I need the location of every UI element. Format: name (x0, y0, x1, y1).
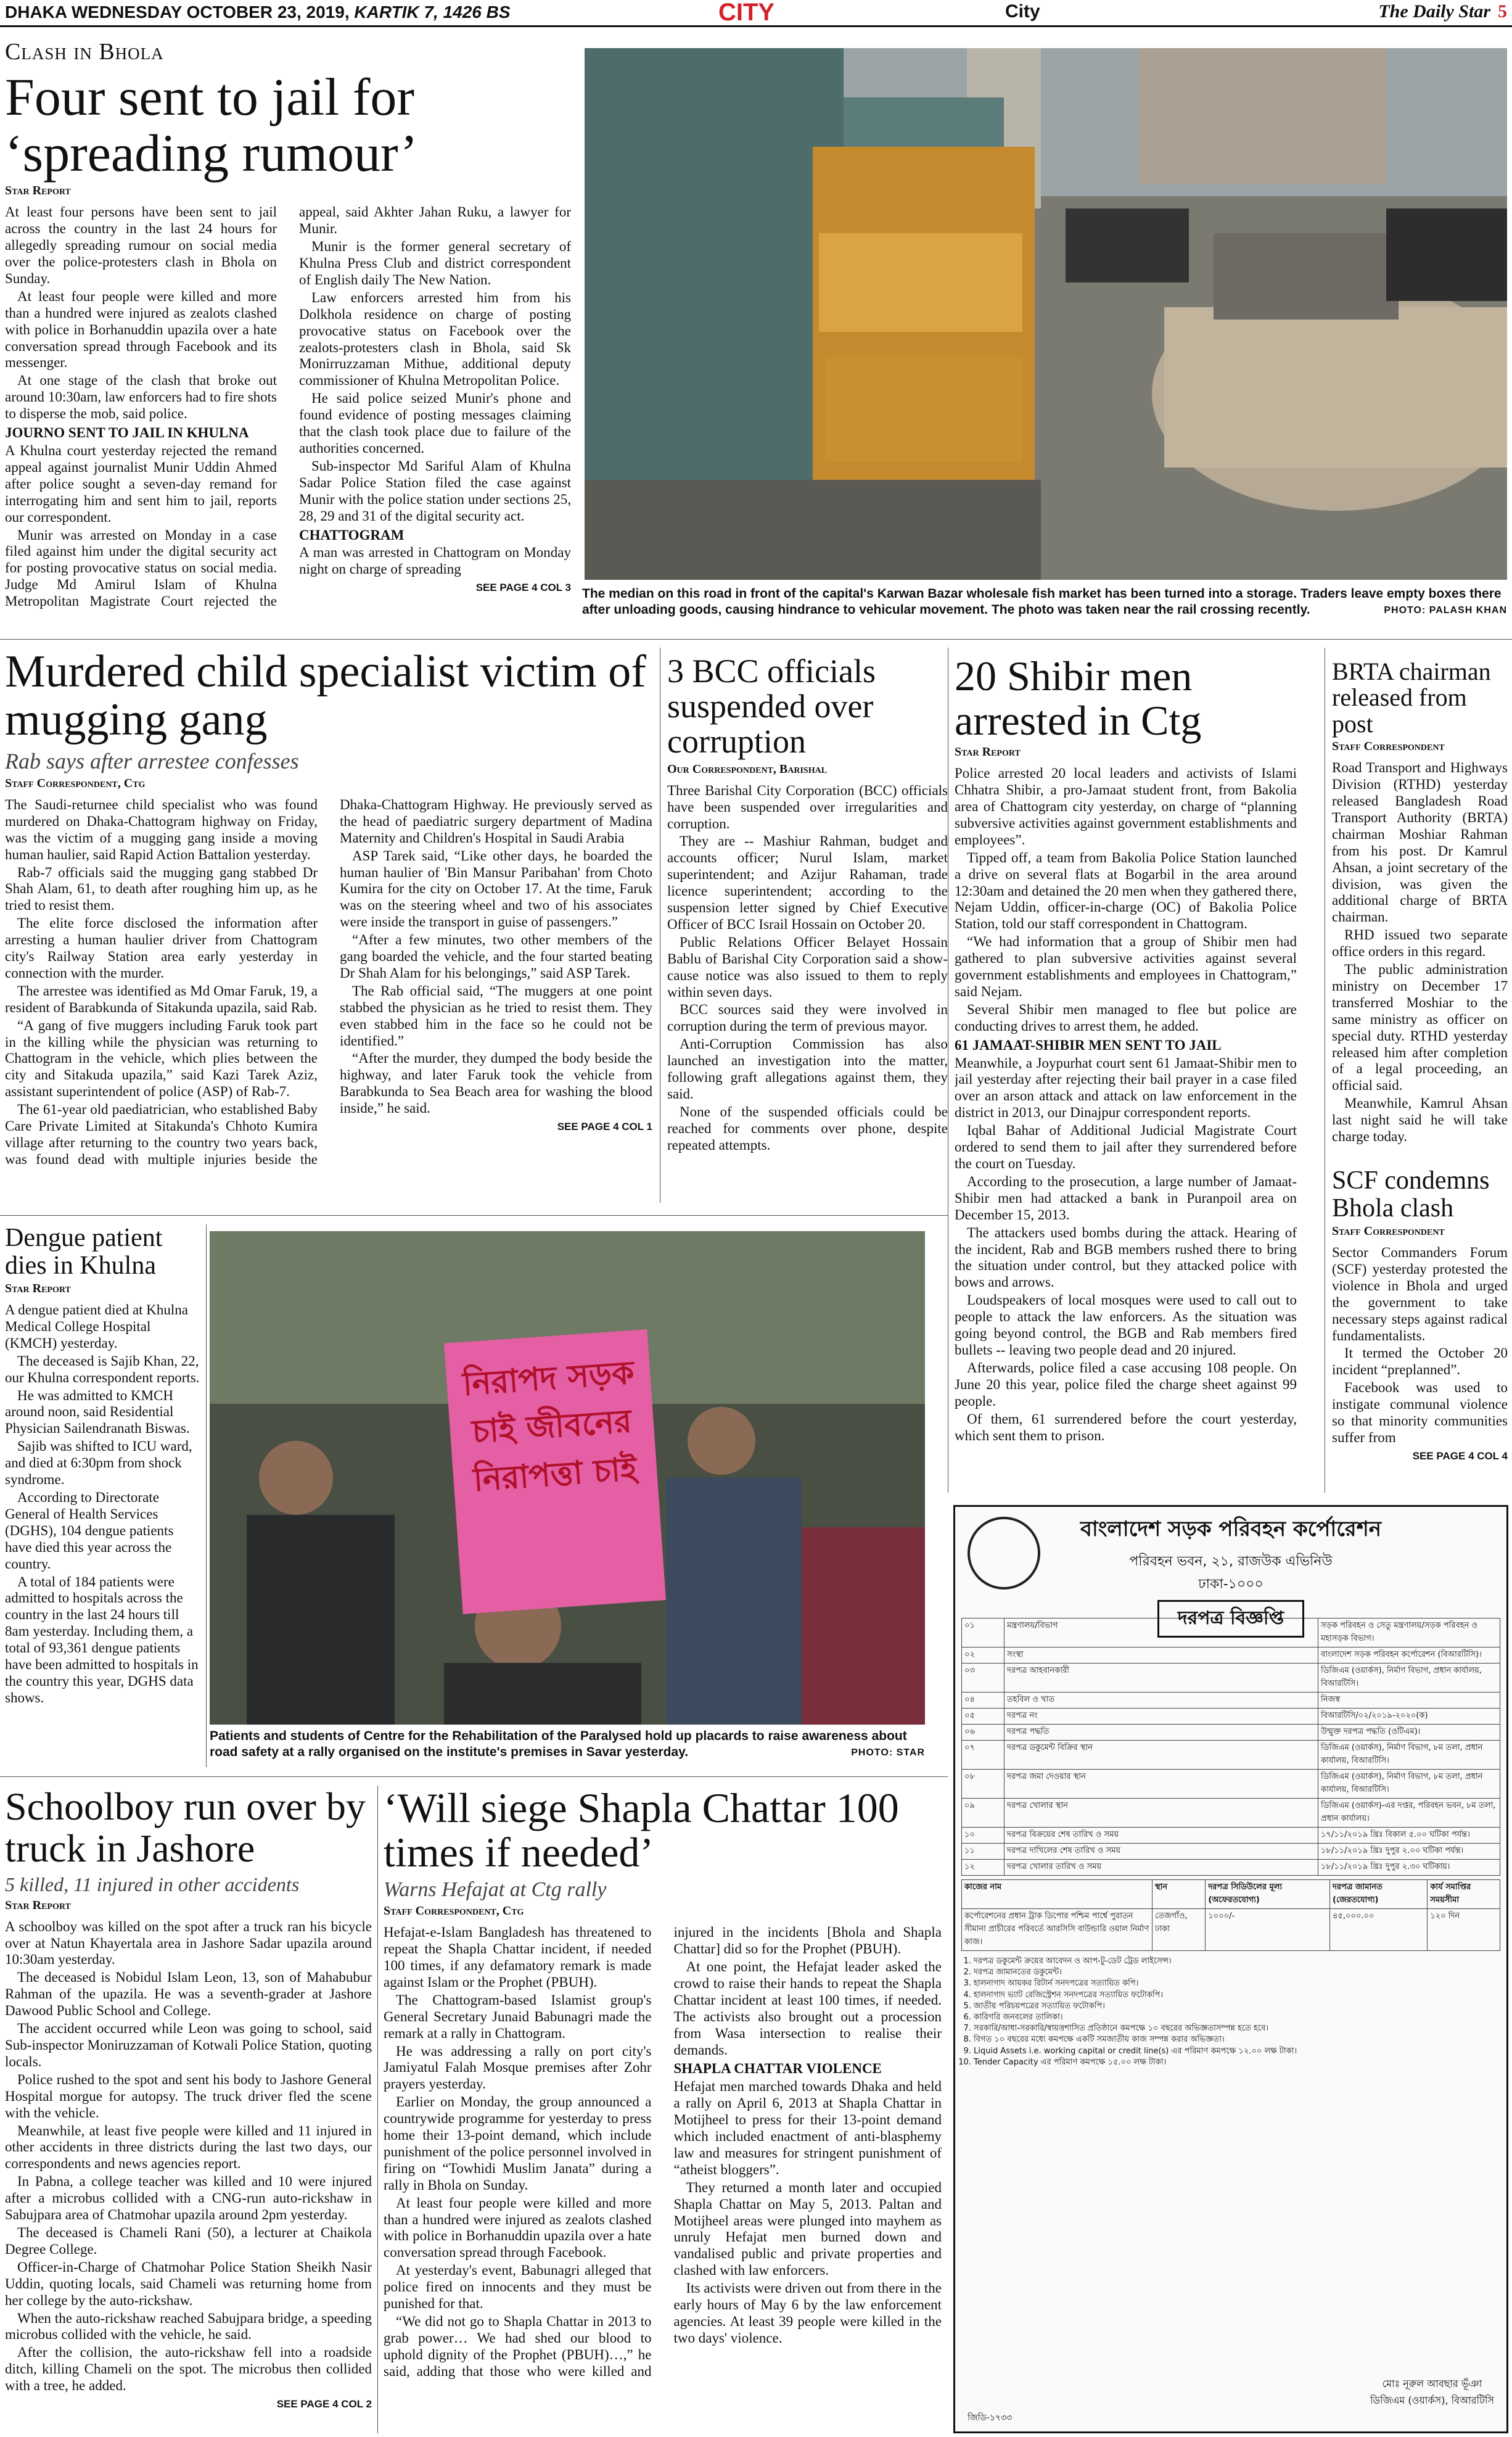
paragraph: Earlier on Monday, the group announced a countrywide programme for yesterday to press home their 13-point demand, which include punishment of the police personnel involved in firing on “Towhidi Muslim Janata” during a rally in Bhola on Sunday. (384, 2094, 652, 2193)
brta-article (1332, 659, 1508, 1165)
paragraph: The Saudi-returnee child specialist who was found murdered on Dhaka-Chattogram highway on Friday, was the victim of a mugging gang inside a moving human haulier, said Rapid Action Battalion yesterday. (5, 796, 318, 862)
subhead: 61 JAMAAT-SHIBIR MEN SENT TO JAIL (955, 1037, 1222, 1053)
paragraph: The public administration ministry on December 17 transferred Moshiar to the same ministry as officer on special duty. RTHD yesterday released him after completion of a legal proceeding, an official said. (1332, 962, 1508, 1094)
paragraph: Sub-inspector Md Sariful Alam of Khulna Sadar Police Station filed the case against Munir with the police station under sections 25, 28, 29 and 31 of the digital security act. (299, 458, 571, 524)
table-row (962, 1709, 1500, 1725)
see-page-link[interactable]: SEE PAGE 4 COL 3 (475, 582, 571, 594)
paragraph: At one stage of the clash that broke out around 10:30am, law enforcers had to fire shots to disperse the mob, said police. (5, 373, 277, 422)
paragraph: Police rushed to the spot and sent his body to Jashore General Hospital morgue for autopsy. The truck driver fled the scene with the vehicle. (5, 2071, 372, 2121)
schoolboy-headline: Schoolboy run over by truck in Jashore (5, 1786, 366, 1870)
bhola-byline: Star Report (5, 184, 71, 198)
subhead: JOURNO SENT TO JAIL IN KHULNA (5, 425, 249, 441)
paragraph: Hefajat-e-Islam Bangladesh has threatened to repeat the Shapla Chattar incident, if needed 100 times, if any defamatory remark is made against Islam or the Prophet (PBUH). (384, 1924, 652, 1990)
paragraph: ASP Tarek said, “Like other days, he boarded the human haulier of 'Bin Mansur Paribahan' from Choto Kumira for the city on October 17. At the time, Faruk was on the steering wheel and two of his associates were inside the transport in guise of passengers.” (340, 847, 652, 930)
table-cell: ০২ (962, 1647, 1005, 1664)
paragraph: At least four persons have been sent to jail across the country in the last 24 hours for allegedly spreading rumour on social media over the police-protesters clash in Bhola on Sunday. (5, 204, 277, 286)
paragraph: The attackers used bombs during the attack. Hearing of the incident, Rab and BGB members rushed there to bring the situation under control, but they attacked police with bows and arrows. (955, 1224, 1297, 1290)
subhead: SHAPLA CHATTAR VIOLENCE (673, 2061, 882, 2077)
dengue-headline: Dengue patient dies in Khulna (5, 1224, 163, 1280)
savar-rally-caption (210, 1728, 925, 1768)
shapla-byline: Staff Correspondent, Ctg (384, 1904, 524, 1918)
ad-address: পরিবহন ভবন, ২১, রাজউক এভিনিউ (1129, 1554, 1333, 1569)
paragraph: “We did not go to Shapla Chattar in 2013 to grab power… We had shed our blood to uphold dignity of the Prophet (PBUH)…,” he said, adding that those who were killed and injured in the incidents [Bhola and Shapla Chattar] did so for the Prophet (PBUH). (384, 1924, 942, 2379)
paragraph: BCC sources said they were involved in corruption during the term of previous mayor. (667, 1002, 948, 1034)
paragraph: After the collision, the auto-rickshaw fell into a roadside ditch, killing Chameli on the spot. The microbus then collided with a tree, he added. (5, 2344, 372, 2394)
brtc-logo (968, 1517, 1040, 1590)
table-cell: দরপত্র জমা দেওয়ার স্থান (1005, 1770, 1318, 1799)
see-page-link[interactable]: SEE PAGE 4 COL 1 (557, 1121, 652, 1133)
paragraph: He was admitted to KMCH around noon, said Residential Physician Sailendranath Biswas. (5, 1387, 190, 1437)
signer-name: মোঃ নূরুল আবছার ভূঁঞা (1382, 2378, 1482, 2390)
masthead (0, 0, 1512, 27)
list-item: 7. সরকারি/আধা-সরকারি/স্বায়ত্তশাসিত প্রতিষ্ঠানে কমপক্ষে ১০ বছরের অভিজ্ঞতাসম্পন্ন হতে হবে। (974, 2023, 1500, 2034)
paragraph: Afterwards, police filed a case accusing 108 people. On June 20 this year, police filed the charge sheet against 99 people. (955, 1359, 1297, 1409)
table-cell: ডিজিএম (ওয়ার্কস), নির্মাণ বিভাগ, ৮ম তলা, প্রধান কার্যালয়, বিআরটিসি। (1318, 1770, 1500, 1799)
paragraph: None of the suspended officials could be reached for comments over phone, despite repeated attempts. (667, 1103, 948, 1153)
paragraph: “After the murder, they dumped the body beside the highway, and later Faruk took the vehicle from Barabkunda to Sea Beach area for washing the blood inside,” he said. (340, 1050, 652, 1116)
scf-byline: Staff Correspondent (1332, 1224, 1445, 1239)
table-cell: ডিজিএম (ওয়ার্কস), নির্মাণ বিভাগ, ৮ম তলা, প্রধান কার্যালয়, বিআরটিসি। (1318, 1741, 1500, 1770)
table-cell: বিআরটিসি/০২/২০১৯-২০২০(ক) (1318, 1709, 1500, 1725)
protest-placard-text: নিরাপদ সড়ক চাই জীবনের নিরাপত্তা চাই (461, 1354, 638, 1499)
paragraph: “After a few minutes, two other members of the gang boarded the vehicle, and the four started beating Dr Shah Alam for his belongings,” said ASP Tarek. (340, 932, 652, 981)
divider (0, 1776, 948, 1777)
schoolboy-subhead: 5 killed, 11 injured in other accidents (5, 1873, 300, 1895)
table-cell: ডিজিএম (ওয়ার্কস)-এর দপ্তর, পরিবহন ভবন, ৮ম তলা, প্রধান কার্যালয়। (1318, 1799, 1500, 1828)
paragraph: The Chattogram-based Islamist group's General Secretary Junaid Babunagri made the remark at a rally in Chattogram. (384, 1992, 652, 2041)
paragraph: Sajib was shifted to ICU ward, and died at 6:30pm from shock syndrome. (5, 1438, 192, 1488)
bhola-body (5, 204, 571, 624)
list-item: 8. বিগত ১০ বছরের মধ্যে কমপক্ষে একটি সমজাতীয় কাজ সম্পন্ন করার অভিজ্ঞতা। (974, 2034, 1500, 2045)
paragraph: “We had information that a group of Shibir men had gathered to plan subversive activities against several government establishments and employees in Chattogram,” said Nejam. (955, 934, 1297, 999)
paragraph: Of them, 61 surrendered before the court yesterday, which sent them to prison. (955, 1411, 1297, 1443)
paragraph: Iqbal Bahar of Additional Judicial Magistrate Court ordered to send them to jail after they surrendered before the court on Tuesday. (955, 1123, 1297, 1171)
bhola-kicker: Clash in Bhola (5, 39, 164, 65)
tender-info-table (961, 1618, 1500, 1876)
shapla-headline: ‘Will siege Shapla Chattar 100 times if needed’ (384, 1786, 899, 1876)
paragraph: Law enforcers arrested him from his Dolkhola residence on charge of posting provocative status on Facebook over the zealots-protesters clash in Bhola, said Sk Monirruzzaman Mithue, additional deputy commissioner of Khulna Metropolitan Police. (299, 289, 571, 389)
schoolboy-body (5, 1919, 372, 2410)
photo-credit: PHOTO: PALASH KHAN (1384, 605, 1507, 616)
tender-conditions (961, 1956, 1500, 2068)
paragraph: A Khulna court yesterday rejected the remand appeal against journalist Munir Uddin Ahmed after police sought a seven-day remand for interrogating him and sent him to jail, reports our correspondent. (5, 443, 277, 525)
shibir-body (955, 765, 1297, 1444)
paragraph: Road Transport and Highways Division (RTHD) yesterday released Bangladesh Road Transport Authority (BRTA) chairman Moshiar Rahman from his post. Dr Kamrul Ahsan, a joint secretary of the division, was given the additional charge of BRTA chairman. (1332, 760, 1508, 925)
table-row (962, 1664, 1500, 1693)
table-cell: ১২ (962, 1860, 1005, 1876)
table-cell: তেজগাঁও, ঢাকা (1152, 1909, 1206, 1951)
bhola-article (5, 38, 571, 630)
paragraph: The arrestee was identified as Md Omar Faruk, 19, a resident of Barabkunda of Sitakunda upazila, said Rab. (5, 983, 318, 1015)
paragraph: Munir is the former general secretary of Khulna Press Club and district correspondent of English daily The New Nation. (299, 239, 571, 287)
street-scene-illustration (585, 48, 1507, 580)
table-cell: নিজস্ব (1318, 1693, 1500, 1709)
paragraph: Munir was arrested on Monday in a case filed against him under the digital security act for posting provocative status on social media. Judge Md Amirul Islam of Khulna Metropolitan Magistrate Court rejected the appeal, said Akhter Jahan Ruku, a lawyer for Munir. (5, 204, 571, 609)
ad-org-name: বাংলাদেশ সড়ক পরিবহন কর্পোরেশন (1080, 1517, 1382, 1541)
table-cell: ৪৫,০০০.০০ (1330, 1909, 1428, 1951)
dateline-bangla-date: KARTIK 7, 1426 BS (354, 2, 511, 22)
divider (206, 1224, 207, 1767)
list-item: 3. হালনাগাদ আয়কর রিটার্ন সনদপত্রের সত্যায়িত কপি। (974, 1978, 1500, 1989)
shibir-article (955, 654, 1297, 1496)
paragraph: Sector Commanders Forum (SCF) yesterday protested the violence in Bhola and urged the government to take necessary steps against radical fundamentalists. (1332, 1245, 1508, 1343)
divider (0, 1215, 948, 1216)
paragraph: Anti-Corruption Commission has also launched an investigation into the matter, following graft allegations against them, they said. (667, 1036, 948, 1102)
table-cell: দরপত্র নং (1005, 1709, 1318, 1725)
murdered-body (5, 797, 652, 1179)
table-row (962, 1844, 1500, 1860)
paragraph: The Rab official said, “The muggers at one point stabbed the physician as he tried to resist them. They even stabbed him in the face so he could not be identified.” (340, 983, 652, 1049)
list-item: 10. Tender Capacity এর পরিমাণ কমপক্ষে ১৫.০০ লক্ষ টাকা। (974, 2057, 1500, 2068)
paragraph: Rab-7 officials said the mugging gang stabbed Dr Shah Alam, 61, to death after roughing him up, as he tried to resist them. (5, 864, 318, 913)
paragraph: “A gang of five muggers including Faruk took part in the killing while the physician was returning to Chattogram in the vehicle, which plies between the city and Sitakuda upazila,” said Kazi Tarek Aziz, assistant superintendent of police (ASP) of Rab-7. (5, 1017, 318, 1100)
murdered-article (5, 648, 652, 1209)
brta-headline: BRTA chairman released from post (1332, 659, 1491, 738)
table-header: স্থান (1152, 1880, 1206, 1909)
table-cell: ডিজিএম (ওয়ার্কস), নির্মাণ বিভাগ, প্রধান কার্যালয়, বিআরটিসি। (1318, 1664, 1500, 1693)
see-page-link[interactable]: SEE PAGE 4 COL 2 (276, 2398, 372, 2410)
table-cell: দরপত্র আহবানকারী (1005, 1664, 1318, 1693)
table-cell: ১৮/১১/২০১৯ খ্রিঃ দুপুর ২.৩০ ঘটিকায়। (1318, 1860, 1500, 1876)
table-cell: তহবিল ও খাত (1005, 1693, 1318, 1709)
paragraph: At least four people were killed and more than a hundred were injured as zealots clashed with police in Borhanuddin upazila over a hate conversation spread through Facebook. (384, 2195, 652, 2261)
table-cell: দরপত্র খোলার তারিখ ও সময় (1005, 1860, 1318, 1876)
table-cell: ০৪ (962, 1693, 1005, 1709)
paragraph: Officer-in-Charge of Chatmohar Police Station Sheikh Nasir Uddin, quoting locals, said Chameli was returning home from her college by the auto-rickshaw. (5, 2259, 372, 2308)
table-row (962, 1860, 1500, 1876)
paper-name (1378, 1, 1507, 22)
paragraph: Hefajat men marched towards Dhaka and held a rally on April 6, 2013 at Shapla Chattar in Motijheel to press for their 13-point demand which included enactment of anti-blasphemy law and measures for stringent punishment of “atheist bloggers”. (673, 2079, 942, 2177)
caption-text: The median on this road in front of the capital's Karwan Bazar wholesale fish market has been turned into a storage. Traders leave empty boxes there after unloading goods, causing hindrance to vehicular movement. The photo was taken near the rail crossing recently. (582, 587, 1502, 617)
table-cell: ০৭ (962, 1741, 1005, 1770)
scf-article (1332, 1167, 1508, 1488)
shapla-subhead: Warns Hefajat at Ctg rally (384, 1878, 607, 1902)
table-row (962, 1647, 1500, 1664)
paragraph: Loudspeakers of local mosques were used to call out to people to attack the law enforcers. As the situation was going beyond control, the BGB and Rab members fired bullets -- leaving two people dead and 20 injured. (955, 1292, 1297, 1358)
brta-byline: Staff Correspondent (1332, 740, 1445, 754)
table-cell: বাংলাদেশ সড়ক পরিবহন কর্পোরেশন (বিআরটিসি)। (1318, 1647, 1500, 1664)
table-cell: ১১ (962, 1844, 1005, 1860)
see-page-link[interactable]: SEE PAGE 4 COL 4 (1412, 1449, 1508, 1462)
table-row (962, 1693, 1500, 1709)
dengue-body (5, 1302, 202, 1707)
table-cell: ১৭/১১/২০১৯ খ্রিঃ বিকাল ৫.০০ ঘটিকা পর্যন্ত। (1318, 1828, 1500, 1844)
subhead: CHATTOGRAM (299, 527, 405, 543)
paper-logo: The Daily Star (1378, 1, 1490, 22)
table-header: কার্য সমাপ্তির সময়সীমা (1428, 1880, 1500, 1909)
paragraph: Public Relations Officer Belayet Hossain Bablu of Barishal City Corporation said a show-cause notice was also issued to them to reply within seven days. (667, 934, 948, 1000)
table-cell: ১০০০/- (1206, 1909, 1330, 1951)
page-number: 5 (1498, 1, 1507, 22)
paragraph: According to the prosecution, a large number of Jamaat-Shibir men had attacked a bank in Puranpoil area on December 15, 2013. (955, 1173, 1297, 1223)
paragraph: Meanwhile, a Joypurhat court sent 61 Jamaat-Shibir men to jail yesterday after rejecting their bail prayer in a case filed over an arson attack and attack on law enforcement in the district in 2013, our Dinajpur correspondent reports. (955, 1055, 1297, 1121)
brtc-tender-advertisement (953, 1505, 1508, 2433)
divider (377, 1786, 378, 2433)
paragraph: A dengue patient died at Khulna Medical College Hospital (KMCH) yesterday. (5, 1302, 189, 1351)
paragraph: RHD issued two separate office orders in this regard. (1332, 927, 1508, 960)
list-item: 9. Liquid Assets i.e. working capital or credit line(s) এর পরিমাণ কমপক্ষে ১২.০০ লক্ষ টাকা। (974, 2046, 1500, 2057)
table-cell: সংস্থা (1005, 1647, 1318, 1664)
table-cell: ১২০ দিন (1428, 1909, 1500, 1951)
table-row (962, 1799, 1500, 1828)
murdered-headline: Murdered child specialist victim of mugging gang (5, 648, 646, 746)
ad-title: দরপত্র বিজ্ঞপ্তি (1157, 1600, 1304, 1638)
murdered-byline: Staff Correspondent, Ctg (5, 776, 146, 790)
table-cell: দরপত্র ডকুমেন্ট বিক্রির স্থান (1005, 1741, 1318, 1770)
bcc-article (667, 654, 948, 1209)
paragraph: At yesterday's event, Babunagri alleged that police fired on innocents and they must be punished for that. (384, 2262, 652, 2312)
paragraph: The deceased is Chameli Rani (50), a lecturer at Chaikola Degree College. (5, 2224, 372, 2257)
brta-body (1332, 760, 1508, 1145)
section-label: CITY (718, 0, 775, 26)
table-row (962, 1770, 1500, 1799)
bhola-headline: Four sent to jail for ‘spreading rumour’ (5, 67, 418, 183)
karwan-bazar-caption (582, 586, 1507, 629)
table-cell: ০৩ (962, 1664, 1005, 1693)
paragraph: The deceased is Nobidul Islam Leon, 13, son of Mahabubur Rahman of the upazila. He was a seventh-grader at Jashore Dawood Public School and College. (5, 1969, 372, 2019)
karwan-bazar-photo (585, 48, 1507, 580)
paragraph: Meanwhile, at least five people were killed and 11 injured in other accidents in three districts during the last two days, our correspondents and news agencies report. (5, 2122, 372, 2172)
dengue-article (5, 1224, 202, 1767)
table-cell: ০৮ (962, 1770, 1005, 1799)
paragraph: At least four people were killed and more than a hundred were injured as zealots clashed with police in Borhanuddin upazila over a hate conversation spread through Facebook and its messenger. (5, 288, 277, 371)
schoolboy-article (5, 1786, 372, 2433)
shibir-headline: 20 Shibir men arrested in Ctg (955, 654, 1202, 744)
paragraph: The accident occurred while Leon was going to school, said Sub-inspector Moniruzzaman of Kotwali Police Station, quoting locals. (5, 2021, 372, 2069)
table-cell: ০৫ (962, 1709, 1005, 1725)
paragraph: Several Shibir men managed to flee but police are conducting drives to arrest them, he added. (955, 1001, 1297, 1034)
caption-text: Patients and students of Centre for the Rehabilitation of the Paralysed hold up placards to raise awareness about road safety at a rally organised on the institute's premises in Savar yesterday. (210, 1729, 907, 1760)
table-cell: দরপত্র পদ্ধতি (1005, 1725, 1318, 1741)
dateline-date: DHAKA WEDNESDAY OCTOBER 23, 2019, (5, 2, 350, 22)
ad-reference: জিডি-১৭৩৩ (968, 2413, 1013, 2423)
table-row (962, 1725, 1500, 1741)
murdered-subhead: Rab says after arrestee confesses (5, 748, 299, 773)
table-cell: ০১ (962, 1618, 1005, 1647)
section-label-small: City (1005, 1, 1040, 22)
paragraph: Three Barishal City Corporation (BCC) officials have been suspended over irregularities and corruption. (667, 782, 948, 831)
bcc-body (667, 783, 948, 1154)
paragraph: At one point, the Hefajat leader asked the crowd to raise their hands to repeat the Shapla Chattar incident at least 100 times, if needed. The activists also brought out a procession from Wasa intersection to realise their demands. (673, 1958, 942, 2058)
paragraph: He was addressing a rally on port city's Jamiyatul Falah Mosque premises after Zohr prayers yesterday. (384, 2043, 652, 2092)
shibir-byline: Star Report (955, 745, 1021, 759)
dateline (5, 2, 511, 22)
shapla-body (384, 1924, 942, 2412)
signer-title: ডিজিএম (ওয়ার্কস), বিআরটিসি (1370, 2394, 1494, 2406)
paragraph: The elite force disclosed the information after arresting a human haulier driver from Chattogram city's Railway Station area early yesterday in connection with the murder. (5, 915, 318, 981)
paragraph: They are -- Mashiur Rahman, budget and accounts officer; Nurul Islam, market superintendent; and Azijur Rahaman, trade licence superintendent; according to the suspension letter signed by Chief Executive Officer of BCC Israil Hossain on October 20. (667, 833, 948, 932)
paragraph: He said police seized Munir's phone and found evidence of posting messages claiming that the clash took place due to failure of the authorities concerned. (299, 390, 571, 456)
paragraph: Tipped off, a team from Bakolia Police Station launched a drive on several flats at Bogarbil in the area around 12:30am and detained the 20 men when they gathered there, Nejam Uddin, officer-in-charge (OC) of Bakolia Police Station, told our staff correspondent in Chattogram. (955, 849, 1297, 932)
scf-headline: SCF condemns Bhola clash (1332, 1167, 1490, 1223)
table-cell: সড়ক পরিবহন ও সেতু মন্ত্রণালয়/সড়ক পরিবহন ও মহাসড়ক বিভাগ। (1318, 1618, 1500, 1647)
paragraph: A man was arrested in Chattogram on Monday night on charge of spreading (299, 545, 571, 577)
list-item: 5. জাতীয় পরিচয়পত্রের সত্যায়িত ফটোকপি। (974, 2001, 1500, 2012)
table-cell: উন্মুক্ত দরপত্র পদ্ধতি (ওটিএম)। (1318, 1725, 1500, 1741)
list-item: 4. হালনাগাদ ভ্যাট রেজিস্ট্রেশন সনদপত্রের সত্যায়িত ফটোকপি। (974, 1990, 1500, 2001)
table-cell: ০৬ (962, 1725, 1005, 1741)
shapla-article (384, 1786, 942, 2433)
bcc-headline: 3 BCC officials suspended over corruption (667, 654, 876, 761)
ad-city: ঢাকা-১০০০ (1198, 1577, 1263, 1592)
scf-body (1332, 1245, 1508, 1462)
table-header: দরপত্র জামানত (জেরতযোগ্য) (1330, 1880, 1428, 1909)
paragraph: It termed the October 20 incident “preplanned”. (1332, 1345, 1508, 1378)
table-cell: ১০ (962, 1828, 1005, 1844)
table-row (962, 1828, 1500, 1844)
dengue-byline: Star Report (5, 1282, 71, 1296)
paragraph: Facebook was used to instigate communal violence so that minority communities suffer from (1332, 1380, 1508, 1445)
schoolboy-byline: Star Report (5, 1898, 71, 1912)
table-cell: মন্ত্রণালয়/বিভাগ (1005, 1618, 1318, 1647)
paragraph: Police arrested 20 local leaders and activists of Islami Chhatra Shibir, a pro-Jamaat student front, from Bakolia area of Chattogram city yesterday, on charge of “planning subversive activities against government establishments and employees”. (955, 765, 1297, 847)
list-item: 1. দরপত্র ডকুমেন্ট ক্রয়ের আবেদন ও আপ-টু-ডেট ট্রেড লাইসেন্স। (974, 1956, 1500, 1967)
paragraph: According to Directorate General of Health Services (DGHS), 104 dengue patients have died this year across the country. (5, 1490, 174, 1572)
paragraph: The deceased is Sajib Khan, 22, our Khulna correspondent reports. (5, 1353, 200, 1385)
list-item: 6. কারিগরি জনবলের তালিকা। (974, 2012, 1500, 2023)
photo-credit: PHOTO: STAR (851, 1747, 925, 1759)
table-header: কাজের নাম (962, 1880, 1152, 1909)
table-cell: দরপত্র দাখিলের শেষ তারিখ ও সময় (1005, 1844, 1318, 1860)
table-row (962, 1741, 1500, 1770)
table-cell: কর্পোরেশনের প্রধান ট্রাক ডিপোর পশ্চিম পার্শ্বে পুরাতন সীমানা প্রাচীরের পরিবর্তে আরসিসি বাউন্ডারি ওয়াল নির্মাণ কাজ। (962, 1909, 1152, 1951)
paragraph: In Pabna, a college teacher was killed and 10 were injured after a microbus collided with a CNG-run auto-rickshaw in Sabujpara area of Chatmohar upazila around 2pm yesterday. (5, 2174, 372, 2223)
table-cell: দরপত্র খোলার স্থান (1005, 1799, 1318, 1828)
ad-signature (1370, 2376, 1494, 2409)
paragraph: They returned a month later and occupied Shapla Chattar on May 5, 2013. Paltan and Motijheel areas were plunged into mayhem as unruly Hefajat men burned down and vandalised public and private properties and clashed with law enforcers. (673, 2179, 942, 2278)
divider (0, 639, 1512, 640)
paragraph: A schoolboy was killed on the spot after a truck ran his bicycle over at Natun Khayertala area in Jashore Sadar upazila around 10:30am yesterday. (5, 1918, 372, 1968)
paragraph: When the auto-rickshaw reached Sabujpara bridge, a speeding microbus collided with the vehicle, he said. (5, 2310, 372, 2343)
table-cell: ০৯ (962, 1799, 1005, 1828)
paragraph: Meanwhile, Kamrul Ahsan last night said he will take charge today. (1332, 1095, 1508, 1145)
table-cell: দরপত্র বিক্রয়ের শেষ তারিখ ও সময় (1005, 1828, 1318, 1844)
table-header: দরপত্র সিডিউলের মূল্য (অফেরতযোগ্য) (1206, 1880, 1330, 1909)
paragraph: Its activists were driven out from there in the early hours of May 6 by the law enforcement agencies. At least 39 people were killed in the two days' violence. (673, 2280, 942, 2346)
list-item: 2. দরপত্র জামানতের ডকুমেন্ট। (974, 1967, 1500, 1978)
paragraph: A total of 184 patients were admitted to hospitals across the country in the last 24 hours till 8am yesterday. Including them, a total of 93,361 dengue patients have been admitted to hospitals in the country this year, DGHS data shows. (5, 1573, 199, 1705)
paragraph: The 61-year old paediatrician, who established Baby Care Private Limited at Sitakunda's Chhoto Kumira village after returning to the country two years back, was found dead with multiple injuries beside the Dhaka-Chattogram Highway. He previously served as the head of paediatric surgery department of Madina Maternity and Children's Hospital in Saudi Arabia (5, 796, 652, 1167)
work-table (961, 1879, 1500, 1951)
bcc-byline: Our Correspondent, Barishal (667, 762, 828, 776)
savar-rally-photo (210, 1231, 925, 1725)
table-cell: ১৮/১১/২০১৯ খ্রিঃ দুপুর ২.০০ ঘটিকা পর্যন্ত। (1318, 1844, 1500, 1860)
